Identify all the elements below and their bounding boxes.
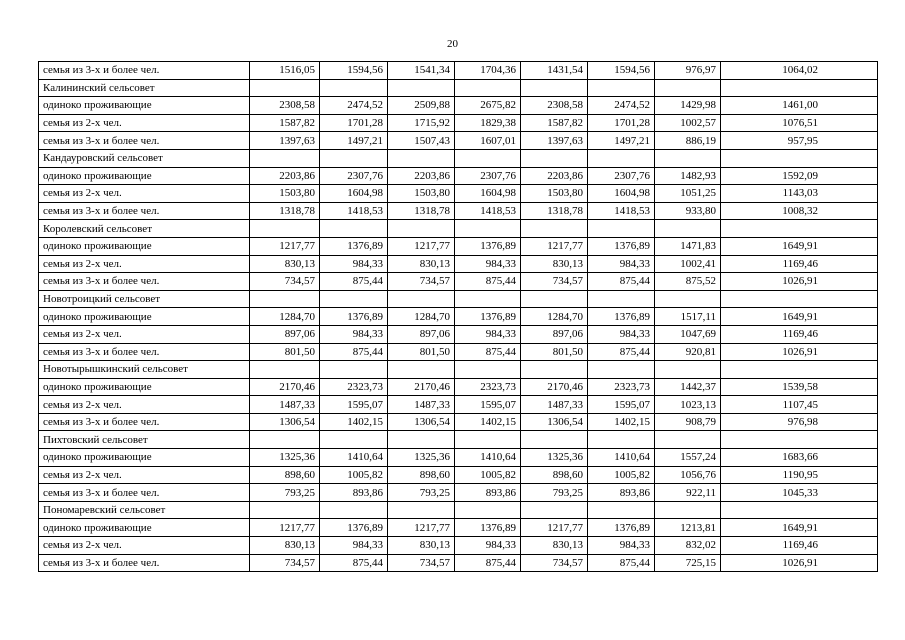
value-cell: 897,06 (388, 325, 455, 343)
value-cell: 1701,28 (320, 114, 388, 132)
value-cell: 875,44 (588, 343, 655, 361)
value-cell: 920,81 (655, 343, 721, 361)
value-cell (388, 220, 455, 238)
value-cell (721, 149, 878, 167)
category-cell: семья из 2-х чел. (39, 255, 250, 273)
value-cell: 1482,93 (655, 167, 721, 185)
category-cell: семья из 3-х и более чел. (39, 343, 250, 361)
value-cell (388, 501, 455, 519)
table-row (39, 167, 878, 185)
section-row (39, 220, 878, 238)
value-cell (250, 149, 320, 167)
value-cell: 1325,36 (250, 449, 320, 467)
category-cell: семья из 3-х и более чел. (39, 484, 250, 502)
value-cell: 1306,54 (521, 413, 588, 431)
value-cell: 1557,24 (655, 449, 721, 467)
value-cell: 1539,58 (721, 378, 878, 396)
category-cell: семья из 2-х чел. (39, 466, 250, 484)
category-cell: одиноко проживающие (39, 519, 250, 537)
value-cell: 1410,64 (455, 449, 521, 467)
value-cell: 734,57 (388, 273, 455, 291)
value-cell: 1318,78 (521, 202, 588, 220)
value-cell: 984,33 (588, 537, 655, 555)
value-cell (250, 79, 320, 97)
value-cell: 830,13 (388, 537, 455, 555)
value-cell (320, 79, 388, 97)
value-cell (250, 290, 320, 308)
value-cell: 1107,45 (721, 396, 878, 414)
section-name-cell: Королевский сельсовет (39, 220, 250, 238)
value-cell: 1541,34 (388, 62, 455, 80)
section-row (39, 431, 878, 449)
category-cell: семья из 3-х и более чел. (39, 554, 250, 572)
value-cell (521, 220, 588, 238)
table-row (39, 484, 878, 502)
value-cell: 1002,57 (655, 114, 721, 132)
value-cell (655, 79, 721, 97)
value-cell: 1284,70 (388, 308, 455, 326)
table-row (39, 62, 878, 80)
value-cell (388, 79, 455, 97)
table-row (39, 237, 878, 255)
value-cell: 875,44 (455, 554, 521, 572)
value-cell: 830,13 (388, 255, 455, 273)
value-cell: 1217,77 (521, 519, 588, 537)
value-cell: 1169,46 (721, 255, 878, 273)
value-cell: 1503,80 (250, 185, 320, 203)
value-cell: 1461,00 (721, 97, 878, 115)
section-row (39, 501, 878, 519)
value-cell: 908,79 (655, 413, 721, 431)
value-cell: 875,44 (320, 273, 388, 291)
table-row (39, 273, 878, 291)
value-cell: 2307,76 (588, 167, 655, 185)
value-cell: 2170,46 (521, 378, 588, 396)
value-cell (588, 431, 655, 449)
value-cell (250, 361, 320, 379)
value-cell: 1217,77 (388, 237, 455, 255)
value-cell (250, 220, 320, 238)
value-cell: 1594,56 (320, 62, 388, 80)
value-cell: 2323,73 (320, 378, 388, 396)
value-cell: 1306,54 (250, 413, 320, 431)
table-row (39, 413, 878, 431)
value-cell (455, 290, 521, 308)
value-cell: 1397,63 (521, 132, 588, 150)
value-cell: 1008,32 (721, 202, 878, 220)
value-cell: 1047,69 (655, 325, 721, 343)
value-cell: 793,25 (250, 484, 320, 502)
value-cell: 2308,58 (250, 97, 320, 115)
value-cell (521, 361, 588, 379)
value-cell: 1683,66 (721, 449, 878, 467)
value-cell: 1418,53 (320, 202, 388, 220)
value-cell: 984,33 (588, 255, 655, 273)
value-cell (721, 290, 878, 308)
value-cell: 984,33 (320, 537, 388, 555)
category-cell: семья из 3-х и более чел. (39, 273, 250, 291)
category-cell: одиноко проживающие (39, 378, 250, 396)
value-cell: 976,98 (721, 413, 878, 431)
value-cell: 2323,73 (588, 378, 655, 396)
value-cell: 2170,46 (388, 378, 455, 396)
value-cell: 734,57 (521, 554, 588, 572)
value-cell (455, 361, 521, 379)
value-cell: 830,13 (250, 255, 320, 273)
value-cell (388, 290, 455, 308)
value-cell: 1587,82 (521, 114, 588, 132)
table-row (39, 396, 878, 414)
value-cell: 1376,89 (588, 519, 655, 537)
value-cell: 1402,15 (320, 413, 388, 431)
value-cell (320, 431, 388, 449)
value-cell: 897,06 (250, 325, 320, 343)
value-cell: 801,50 (388, 343, 455, 361)
category-cell: семья из 3-х и более чел. (39, 202, 250, 220)
value-cell: 1397,63 (250, 132, 320, 150)
value-cell: 976,97 (655, 62, 721, 80)
value-cell (320, 361, 388, 379)
value-cell (588, 290, 655, 308)
value-cell: 1649,91 (721, 237, 878, 255)
category-cell: семья из 2-х чел. (39, 325, 250, 343)
value-cell: 2307,76 (320, 167, 388, 185)
value-cell: 1649,91 (721, 308, 878, 326)
value-cell: 1376,89 (320, 308, 388, 326)
category-cell: семья из 3-х и более чел. (39, 132, 250, 150)
value-cell: 875,44 (588, 554, 655, 572)
value-cell: 1649,91 (721, 519, 878, 537)
value-cell: 793,25 (521, 484, 588, 502)
value-cell: 957,95 (721, 132, 878, 150)
value-cell: 1442,37 (655, 378, 721, 396)
value-cell: 1026,91 (721, 273, 878, 291)
value-cell (455, 501, 521, 519)
value-cell: 984,33 (320, 255, 388, 273)
category-cell: семья из 2-х чел. (39, 114, 250, 132)
value-cell: 1410,64 (320, 449, 388, 467)
category-cell: семья из 2-х чел. (39, 185, 250, 203)
value-cell: 984,33 (455, 325, 521, 343)
value-cell: 886,19 (655, 132, 721, 150)
value-cell: 1701,28 (588, 114, 655, 132)
value-cell: 1595,07 (320, 396, 388, 414)
table-row (39, 185, 878, 203)
value-cell: 2203,86 (250, 167, 320, 185)
table-body (39, 62, 878, 572)
value-cell: 1497,21 (588, 132, 655, 150)
value-cell: 1418,53 (455, 202, 521, 220)
value-cell (588, 79, 655, 97)
value-cell: 1190,95 (721, 466, 878, 484)
value-cell: 1607,01 (455, 132, 521, 150)
value-cell: 1023,13 (655, 396, 721, 414)
value-cell: 1376,89 (588, 308, 655, 326)
value-cell: 1587,82 (250, 114, 320, 132)
value-cell (388, 149, 455, 167)
value-cell (455, 431, 521, 449)
table-row (39, 114, 878, 132)
value-cell: 984,33 (320, 325, 388, 343)
value-cell: 1487,33 (521, 396, 588, 414)
value-cell: 1507,43 (388, 132, 455, 150)
value-cell: 1005,82 (588, 466, 655, 484)
value-cell: 734,57 (388, 554, 455, 572)
value-cell: 1376,89 (320, 519, 388, 537)
value-cell: 898,60 (521, 466, 588, 484)
value-cell: 734,57 (250, 273, 320, 291)
value-cell: 1497,21 (320, 132, 388, 150)
value-cell: 801,50 (250, 343, 320, 361)
value-cell: 875,44 (588, 273, 655, 291)
value-cell: 875,52 (655, 273, 721, 291)
value-cell: 1005,82 (320, 466, 388, 484)
value-cell: 1056,76 (655, 466, 721, 484)
section-name-cell: Пономаревский сельсовет (39, 501, 250, 519)
category-cell: одиноко проживающие (39, 237, 250, 255)
value-cell: 1026,91 (721, 343, 878, 361)
value-cell: 1487,33 (250, 396, 320, 414)
value-cell (721, 220, 878, 238)
value-cell (655, 290, 721, 308)
value-cell: 1026,91 (721, 554, 878, 572)
value-cell: 1410,64 (588, 449, 655, 467)
value-cell: 830,13 (521, 255, 588, 273)
value-cell (455, 149, 521, 167)
value-cell: 984,33 (455, 537, 521, 555)
value-cell: 893,86 (320, 484, 388, 502)
value-cell: 734,57 (250, 554, 320, 572)
value-cell (320, 290, 388, 308)
value-cell: 898,60 (250, 466, 320, 484)
value-cell: 2170,46 (250, 378, 320, 396)
category-cell: одиноко проживающие (39, 167, 250, 185)
value-cell (655, 220, 721, 238)
value-cell: 2203,86 (388, 167, 455, 185)
table-row (39, 554, 878, 572)
value-cell: 922,11 (655, 484, 721, 502)
value-cell (455, 220, 521, 238)
value-cell: 933,80 (655, 202, 721, 220)
value-cell: 2323,73 (455, 378, 521, 396)
value-cell: 1503,80 (388, 185, 455, 203)
value-cell: 898,60 (388, 466, 455, 484)
value-cell: 1306,54 (388, 413, 455, 431)
value-cell: 832,02 (655, 537, 721, 555)
value-cell: 1704,36 (455, 62, 521, 80)
table-row (39, 202, 878, 220)
value-cell: 2474,52 (320, 97, 388, 115)
section-name-cell: Пихтовский сельсовет (39, 431, 250, 449)
value-cell (320, 501, 388, 519)
section-row (39, 361, 878, 379)
value-cell: 2509,88 (388, 97, 455, 115)
value-cell: 1217,77 (250, 519, 320, 537)
category-cell: семья из 3-х и более чел. (39, 413, 250, 431)
value-cell (388, 431, 455, 449)
value-cell (250, 501, 320, 519)
value-cell: 875,44 (455, 273, 521, 291)
value-cell: 1325,36 (521, 449, 588, 467)
value-cell (655, 361, 721, 379)
section-row (39, 290, 878, 308)
value-cell: 875,44 (455, 343, 521, 361)
value-cell (721, 431, 878, 449)
table-row (39, 255, 878, 273)
value-cell: 1517,11 (655, 308, 721, 326)
table-row (39, 343, 878, 361)
value-cell (655, 149, 721, 167)
category-cell: одиноко проживающие (39, 449, 250, 467)
value-cell: 1402,15 (588, 413, 655, 431)
value-cell: 1064,02 (721, 62, 878, 80)
value-cell: 1376,89 (455, 308, 521, 326)
table-row (39, 449, 878, 467)
value-cell (521, 431, 588, 449)
value-cell: 1213,81 (655, 519, 721, 537)
value-cell: 2474,52 (588, 97, 655, 115)
value-cell: 1076,51 (721, 114, 878, 132)
value-cell: 2675,82 (455, 97, 521, 115)
value-cell: 1284,70 (250, 308, 320, 326)
value-cell: 1431,54 (521, 62, 588, 80)
value-cell: 801,50 (521, 343, 588, 361)
value-cell (588, 149, 655, 167)
value-cell: 1376,89 (455, 519, 521, 537)
value-cell: 830,13 (250, 537, 320, 555)
value-cell: 2308,58 (521, 97, 588, 115)
value-cell: 1503,80 (521, 185, 588, 203)
value-cell (250, 431, 320, 449)
table-row (39, 537, 878, 555)
value-cell (721, 501, 878, 519)
tariff-table (38, 61, 878, 572)
category-cell: семья из 2-х чел. (39, 396, 250, 414)
value-cell: 1217,77 (250, 237, 320, 255)
value-cell: 1487,33 (388, 396, 455, 414)
value-cell: 1005,82 (455, 466, 521, 484)
table-row (39, 97, 878, 115)
value-cell: 2203,86 (521, 167, 588, 185)
value-cell: 1471,83 (655, 237, 721, 255)
value-cell: 1604,98 (455, 185, 521, 203)
value-cell (521, 79, 588, 97)
value-cell: 830,13 (521, 537, 588, 555)
table-row (39, 132, 878, 150)
value-cell: 1595,07 (455, 396, 521, 414)
value-cell: 1325,36 (388, 449, 455, 467)
value-cell: 893,86 (455, 484, 521, 502)
value-cell (721, 361, 878, 379)
value-cell: 1143,03 (721, 185, 878, 203)
table-row (39, 308, 878, 326)
value-cell (320, 220, 388, 238)
value-cell: 1829,38 (455, 114, 521, 132)
section-row (39, 79, 878, 97)
category-cell: семья из 2-х чел. (39, 537, 250, 555)
value-cell (455, 79, 521, 97)
value-cell (588, 220, 655, 238)
value-cell: 1429,98 (655, 97, 721, 115)
value-cell: 875,44 (320, 554, 388, 572)
value-cell: 1604,98 (320, 185, 388, 203)
value-cell (521, 501, 588, 519)
value-cell: 793,25 (388, 484, 455, 502)
value-cell (521, 290, 588, 308)
value-cell: 1376,89 (588, 237, 655, 255)
value-cell: 1595,07 (588, 396, 655, 414)
section-name-cell: Новотроицкий сельсовет (39, 290, 250, 308)
value-cell (588, 501, 655, 519)
value-cell: 1318,78 (250, 202, 320, 220)
value-cell: 734,57 (521, 273, 588, 291)
value-cell: 897,06 (521, 325, 588, 343)
value-cell (721, 79, 878, 97)
value-cell: 1217,77 (388, 519, 455, 537)
value-cell: 984,33 (455, 255, 521, 273)
value-cell: 1002,41 (655, 255, 721, 273)
section-name-cell: Новотырышкинский сельсовет (39, 361, 250, 379)
value-cell: 1592,09 (721, 167, 878, 185)
value-cell: 893,86 (588, 484, 655, 502)
value-cell: 1715,92 (388, 114, 455, 132)
value-cell: 1051,25 (655, 185, 721, 203)
value-cell: 1045,33 (721, 484, 878, 502)
section-row (39, 149, 878, 167)
category-cell: семья из 3-х и более чел. (39, 62, 250, 80)
category-cell: одиноко проживающие (39, 308, 250, 326)
value-cell: 1594,56 (588, 62, 655, 80)
section-name-cell: Калининский сельсовет (39, 79, 250, 97)
value-cell: 1376,89 (455, 237, 521, 255)
value-cell (655, 431, 721, 449)
value-cell: 1604,98 (588, 185, 655, 203)
value-cell: 1418,53 (588, 202, 655, 220)
value-cell: 725,15 (655, 554, 721, 572)
value-cell (521, 149, 588, 167)
value-cell: 1318,78 (388, 202, 455, 220)
table-row (39, 378, 878, 396)
value-cell: 1284,70 (521, 308, 588, 326)
table-row (39, 466, 878, 484)
value-cell: 875,44 (320, 343, 388, 361)
value-cell: 1169,46 (721, 537, 878, 555)
value-cell: 1516,05 (250, 62, 320, 80)
value-cell: 2307,76 (455, 167, 521, 185)
value-cell: 1376,89 (320, 237, 388, 255)
table-row (39, 325, 878, 343)
category-cell: одиноко проживающие (39, 97, 250, 115)
value-cell: 1169,46 (721, 325, 878, 343)
table-row (39, 519, 878, 537)
value-cell (655, 501, 721, 519)
value-cell: 1217,77 (521, 237, 588, 255)
page-number: 20 (447, 38, 458, 50)
value-cell: 1402,15 (455, 413, 521, 431)
value-cell (588, 361, 655, 379)
value-cell: 984,33 (588, 325, 655, 343)
section-name-cell: Кандауровский сельсовет (39, 149, 250, 167)
value-cell (388, 361, 455, 379)
value-cell (320, 149, 388, 167)
